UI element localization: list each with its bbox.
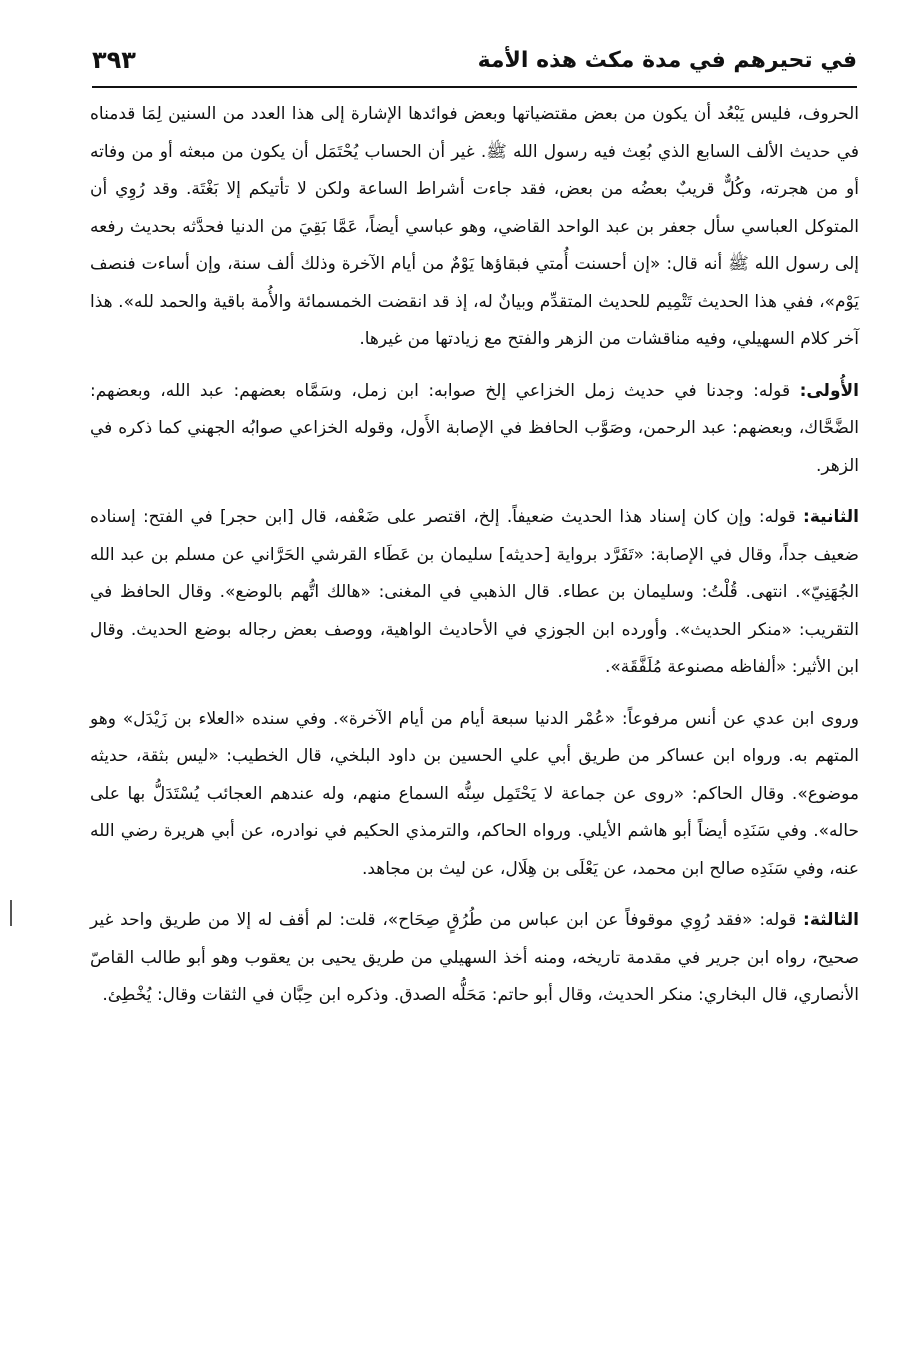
paragraph-lead: الأُولى: xyxy=(799,380,859,401)
paragraph-4 xyxy=(90,701,859,889)
header-rule xyxy=(92,86,857,88)
paragraph-text: قوله: «فقد رُوِي موقوفاً عن ابن عباس من طُرُقٍ صِحَاح»، قلت: لم أقف له إلا من طريق واحد غير صحيح، رواه ابن جرير في مقدمة تاريخه، ومنه أخذ السهيلي من طريق يحيى بن يعقوب وهو أبو طالب القاصّ الأنصاري، قال البخاري: منكر الحديث، وقال أبو حاتم: مَحَلُّه الصدق. وذكره ابن حِبَّان في الثقات وقال: يُخْطِئ. xyxy=(90,910,859,1005)
page-header xyxy=(92,40,857,84)
paragraph-lead: الثالثة: xyxy=(803,910,859,930)
running-title: في تحيرهم في مدة مكث هذه الأمة xyxy=(477,48,857,73)
paragraph-text: وروى ابن عدي عن أنس مرفوعاً: «عُمْر الدنيا سبعة أيام من أيام الآخرة». وفي سنده «العلاء بن زَيْدَل» وهو المتهم به. ورواه ابن عساكر من طريق أبي علي الحسين بن داود البلخي، قال الخطيب: «ليس بثقة، حديثه موضوع». وقال الحاكم: «روى عن جماعة لا يَحْتَمِل سِنُّه السماع منهم، وله عندهم العجائب يُسْتَدَلُّ بها على حاله». وفي سَنَدِه أيضاً أبو هاشم الأيلي. ورواه الحاكم، والترمذي الحكيم في نوادره، عن أبي هريرة رضي الله عنه، وفي سَنَدِه صالح ابن محمد، عن يَعْلَى بن هِلَال، عن ليث بن مجاهد. xyxy=(90,708,859,879)
paragraph-5 xyxy=(90,902,859,1015)
page-number: ٣٩٣ xyxy=(92,46,136,74)
paragraph-3 xyxy=(90,499,859,687)
scan-edge-mark xyxy=(2,900,12,926)
paragraph-text: قوله: وجدنا في حديث زمل الخزاعي إلخ صوابه: ابن زمل، وسَمَّاه بعضهم: عبد الله، وبعضهم: الضَّحَّاك، وبعضهم: عبد الرحمن، وصَوَّب الحافظ في الإصابة الأَول، وقوله الخزاعي صوابُه الجهني كما ذكره في الزهر. xyxy=(90,380,859,476)
paragraph-2 xyxy=(90,373,859,486)
paragraph-lead: الثانية: xyxy=(803,507,859,527)
paragraph-text: قوله: وإن كان إسناد هذا الحديث ضعيفاً. إلخ، اقتصر على ضَعْفه، قال [ابن حجر] في الفتح: إسناده ضعيف جداً، وقال في الإصابة: «تَفَرَّد برواية [حديثه] سليمان بن عَطَاء القرشي الحَرَّاني عن مسلم بن عبد الله الجُهَنِيّ». انتهى. قُلْتُ: وسليمان بن عطاء. قال الذهبي في المغنى: «هالك اتُّهم بالوضع». وقال الحافظ في التقريب: «منكر الحديث». وأورده ابن الجوزي في الأحاديث الواهية، ووصف بعض رجاله بوضع الحديث. وقال ابن الأثير: «ألفاظه مصنوعة مُلَفَّقَة». xyxy=(90,507,859,677)
page-body xyxy=(90,96,859,1015)
paragraph-text: الحروف، فليس يَبْعُد أن يكون من بعض مقتضياتها وبعض فوائدها الإشارة إلى هذا العدد من السنين لِمَا قدمناه في حديث الألف السابع الذي بُعِث فيه رسول الله ﷺ. غير أن الحساب يُحْتَمَل أن يكون من مبعثه أو من وفاته أو من هجرته، وكُلٌّ قريبٌ بعضُه من بعض، فقد جاءت أشراط الساعة ولكن لا تأتيكم إلا بَغْتَة. وقد رُوِي أن المتوكل العباسي سأل جعفر بن عبد الواحد القاضي، وهو عباسي أيضاً، عَمَّا بَقِيَ من الدنيا فحدَّثه بحديث رفعه إلى رسول الله ﷺ أنه قال: «إن أحسنت أُمتي فبقاؤها يَوْمٌ من أيام الآخرة وذلك ألف سنة، وإن أساءت فنصف يَوْم»، ففي هذا الحديث تَتْمِيم للحديث المتقدِّم وبيانٌ له، إذ قد انقضت الخمسمائة والأُمة باقية والحمد لله». هذا آخر كلام السهيلي، وفيه مناقشات من الزهر والفتح مع زيادتها من غيرها. xyxy=(90,104,859,349)
paragraph-1 xyxy=(90,96,859,359)
